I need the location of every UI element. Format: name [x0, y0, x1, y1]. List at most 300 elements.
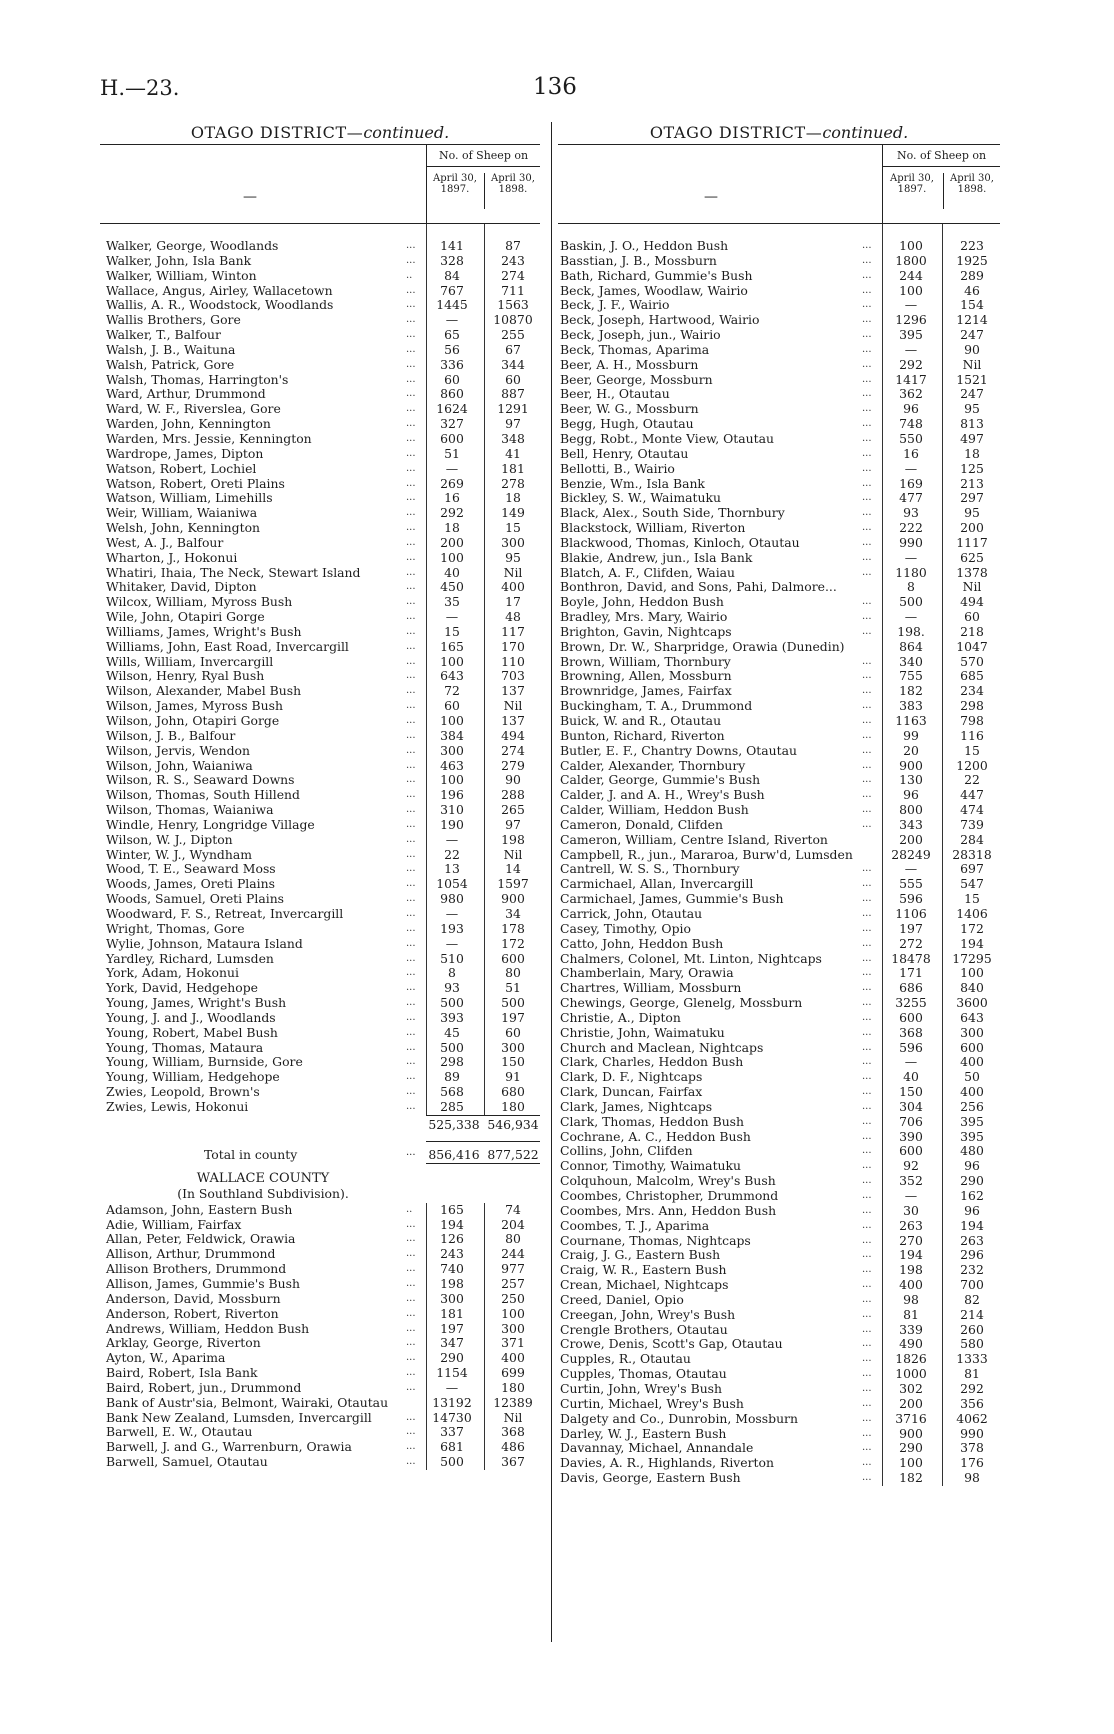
owner-name: Clark, D. F., Nightcaps	[560, 1069, 703, 1085]
owner-name: Calder, George, Gummie's Bush	[560, 772, 761, 788]
year-1898-header: April 30, 1898.	[484, 173, 541, 209]
table-row	[100, 966, 540, 981]
leader-dots: ...	[862, 625, 872, 637]
sheep-1898: 95	[964, 505, 980, 521]
leader-dots: ...	[406, 1337, 416, 1349]
sheep-1898: 344	[501, 356, 525, 372]
sheep-1897: —	[904, 861, 918, 877]
sheep-1898: 400	[960, 1054, 984, 1070]
sheep-1898: 600	[501, 950, 525, 966]
leader-dots: ...	[406, 863, 416, 875]
sheep-1897: 327	[440, 416, 464, 432]
sheep-1898: 600	[960, 1039, 984, 1055]
leader-dots: ...	[862, 536, 872, 548]
sheep-1898: 15	[964, 742, 980, 758]
owner-name: Carmichael, James, Gummie's Bush	[560, 891, 784, 907]
leader-dots: ...	[862, 1056, 872, 1068]
owner-name: Yardley, Richard, Lumsden	[106, 950, 274, 966]
owner-name: Campbell, R., jun., Mararoa, Burw'd, Lumsden	[560, 846, 853, 862]
owner-name: Wright, Thomas, Gore	[106, 920, 245, 936]
right-table-header	[558, 145, 1000, 224]
sheep-1897: 600	[440, 430, 464, 446]
owner-name: Walker, John, Isla Bank	[106, 252, 252, 268]
owner-name: Cameron, William, Centre Island, Riverton	[560, 831, 828, 847]
sheep-1898: 100	[501, 1305, 525, 1321]
table-row	[100, 1026, 540, 1041]
leader-dots: ...	[862, 1130, 872, 1142]
owner-name: Beer, George, Mossburn	[560, 371, 713, 387]
sheep-1897: 30	[903, 1202, 919, 1218]
sheep-1897: 96	[903, 401, 919, 417]
sheep-1898: 34	[505, 905, 521, 921]
table-row	[558, 759, 1000, 774]
owner-name: Clark, Duncan, Fairfax	[560, 1084, 703, 1100]
leader-dots: ...	[406, 477, 416, 489]
table-row	[558, 447, 1000, 462]
table-row	[558, 1115, 1000, 1130]
owner-name: Blatch, A. F., Clifden, Waiau	[560, 564, 736, 580]
leader-dots: ...	[406, 1322, 416, 1334]
sheep-1897: 1445	[436, 297, 468, 313]
sheep-1897: 500	[440, 1454, 464, 1470]
table-row	[100, 1262, 540, 1277]
table-row	[558, 417, 1000, 432]
leader-dots: ...	[862, 1427, 872, 1439]
table-row	[100, 1232, 540, 1247]
leader-dots: ...	[406, 254, 416, 266]
table-row	[100, 892, 540, 907]
sheep-1897: 300	[440, 742, 464, 758]
sheep-1898: 284	[960, 831, 984, 847]
sheep-1897: 336	[440, 356, 464, 372]
table-row	[100, 833, 540, 848]
left-column	[100, 122, 540, 1470]
owner-name: Bellotti, B., Wairio	[560, 460, 675, 476]
leader-dots: ...	[862, 952, 872, 964]
table-row	[558, 1308, 1000, 1323]
leader-dots: ...	[862, 522, 872, 534]
sheep-1897: 347	[440, 1335, 464, 1351]
owner-name: Brownridge, James, Fairfax	[560, 683, 732, 699]
table-row	[100, 566, 540, 581]
sheep-1898: 80	[505, 965, 521, 981]
leader-dots: ...	[406, 1086, 416, 1098]
year-1897-header: April 30, 1897.	[890, 173, 934, 195]
sheep-1898: 60	[505, 1024, 521, 1040]
sheep-1897: 197	[899, 920, 923, 936]
leader-dots: ...	[862, 388, 872, 400]
sheep-1898: 703	[501, 668, 525, 684]
leader-dots: ...	[406, 922, 416, 934]
leader-dots: ...	[406, 432, 416, 444]
sheep-1898: 28318	[952, 846, 992, 862]
table-row	[100, 1455, 540, 1470]
owner-name: Calder, J. and A. H., Wrey's Bush	[560, 787, 765, 803]
owner-name: West, A. J., Balfour	[106, 534, 224, 550]
table-row	[558, 996, 1000, 1011]
table-row	[100, 521, 540, 536]
sheep-1897: 900	[899, 757, 923, 773]
sheep-1897: 51	[444, 445, 460, 461]
table-row	[558, 1367, 1000, 1382]
leader-dots: ...	[862, 1308, 872, 1320]
sheep-1897: 193	[440, 920, 464, 936]
table-row	[558, 1055, 1000, 1070]
sheep-1898: 1200	[956, 757, 988, 773]
sheep-1898: 1047	[956, 638, 988, 654]
sheep-1897: 16	[903, 445, 919, 461]
leader-dots: ...	[862, 715, 872, 726]
owner-name: Begg, Hugh, Otautau	[560, 416, 694, 432]
owner-name: Barwell, E. W., Otautau	[106, 1424, 253, 1440]
table-row	[100, 640, 540, 655]
sheep-1898: 292	[960, 1380, 984, 1396]
leader-dots: ...	[862, 1071, 872, 1083]
owner-name: Curtin, Michael, Wrey's Bush	[560, 1395, 744, 1411]
leader-dots: ...	[862, 1338, 872, 1350]
column-divider	[551, 122, 552, 1642]
table-row	[100, 773, 540, 788]
leader-dots: ...	[406, 1056, 416, 1068]
owner-name: Brighton, Gavin, Nightcaps	[560, 623, 732, 639]
owner-name: Beck, Thomas, Aparima	[560, 341, 710, 357]
sheep-1897: 14730	[432, 1409, 472, 1425]
sheep-1898: 95	[964, 401, 980, 417]
sheep-1897: 384	[440, 727, 464, 743]
sheep-1898: 368	[501, 1424, 525, 1440]
leader-dots: ...	[862, 551, 872, 563]
sheep-1898: 570	[960, 653, 984, 669]
table-row	[100, 477, 540, 492]
sheep-1898: 213	[960, 475, 984, 491]
table-row	[558, 1456, 1000, 1471]
leader-dots: ...	[862, 1442, 872, 1454]
table-row	[100, 952, 540, 967]
sheep-1898: 1406	[956, 905, 988, 921]
table-row	[558, 491, 1000, 506]
leader-dots: ...	[862, 1382, 872, 1394]
owner-name: Williams, James, Wright's Bush	[106, 623, 302, 639]
sheep-1898: 680	[501, 1084, 525, 1100]
table-row	[558, 580, 1000, 595]
owner-name: Bunton, Richard, Riverton	[560, 727, 725, 743]
leader-dots: ...	[862, 1160, 872, 1172]
sheep-1898: 250	[501, 1290, 525, 1306]
sheep-1897: 1800	[895, 252, 927, 268]
table-row	[558, 1041, 1000, 1056]
leader-dots: ...	[862, 1249, 872, 1261]
sheep-1898: 900	[501, 891, 525, 907]
table-row	[100, 1381, 540, 1396]
sheep-1898: 95	[505, 549, 521, 565]
sheep-1897: 600	[899, 1009, 923, 1025]
table-row	[558, 833, 1000, 848]
sheep-1897: 56	[444, 341, 460, 357]
sheep-1897: 568	[440, 1084, 464, 1100]
table-row	[558, 1427, 1000, 1442]
leader-dots: ...	[406, 581, 416, 593]
leader-dots: ...	[406, 1248, 416, 1260]
owner-name: Davannay, Michael, Annandale	[560, 1440, 754, 1456]
table-row	[558, 669, 1000, 684]
owner-name: Christie, A., Dipton	[560, 1009, 681, 1025]
sheep-1897: 92	[903, 1158, 919, 1174]
leader-dots: ...	[862, 269, 872, 281]
sheep-1898: 400	[960, 1084, 984, 1100]
table-row	[100, 937, 540, 952]
leader-dots: ...	[406, 1100, 416, 1112]
sheep-1898: 739	[960, 816, 984, 832]
right-column-title: OTAGO DISTRICT—continued.	[558, 122, 1000, 145]
leader-dots: ...	[862, 729, 872, 741]
table-row	[558, 1011, 1000, 1026]
table-row	[100, 803, 540, 818]
leader-dots: ...	[862, 1204, 872, 1216]
sheep-1897: 89	[444, 1069, 460, 1085]
page-number: 136	[533, 74, 577, 100]
sheep-1898: 547	[960, 876, 984, 892]
owner-name: Bank New Zealand, Lumsden, Invercargill	[106, 1409, 372, 1425]
table-row	[558, 818, 1000, 833]
sheep-1897: 141	[440, 238, 464, 253]
owner-name: Butler, E. F., Chantry Downs, Otautau	[560, 742, 797, 758]
sheep-1898: Nil	[962, 579, 982, 595]
sheep-1898: 176	[960, 1455, 984, 1471]
sheep-1898: 81	[964, 1366, 980, 1382]
sheep-1898: 96	[964, 1202, 980, 1218]
left-table-header	[100, 145, 540, 224]
table-row	[100, 343, 540, 358]
table-row	[100, 595, 540, 610]
sheep-1898: 15	[505, 520, 521, 536]
leader-dots: ...	[406, 744, 416, 756]
sheep-1897: 13192	[432, 1394, 472, 1410]
table-row	[558, 1337, 1000, 1352]
sheep-1897: 18478	[891, 950, 931, 966]
sheep-1898: 74	[505, 1201, 521, 1217]
owner-name: Adamson, John, Eastern Bush	[106, 1201, 293, 1217]
owner-name: Arklay, George, Riverton	[106, 1335, 261, 1351]
sheep-1898: Nil	[503, 1409, 523, 1425]
owner-name: Wilson, R. S., Seaward Downs	[106, 772, 295, 788]
sheep-1897: 263	[899, 1217, 923, 1233]
sheep-1897: 1417	[895, 371, 927, 387]
owner-name: Cournane, Thomas, Nightcaps	[560, 1232, 751, 1248]
sheep-1897: 864	[899, 638, 923, 654]
owner-name: Creegan, John, Wrey's Bush	[560, 1306, 736, 1322]
sheep-1898: 348	[501, 430, 525, 446]
table-row	[100, 1055, 540, 1070]
sheep-1898: 51	[505, 980, 521, 996]
table-row	[100, 298, 540, 313]
sheep-1897: 300	[440, 1290, 464, 1306]
sheep-1898: 274	[501, 742, 525, 758]
leader-dots: ...	[406, 1456, 416, 1468]
sheep-1898: 494	[960, 594, 984, 610]
leader-dots: ...	[862, 566, 872, 578]
sheep-1897: 706	[899, 1113, 923, 1129]
leader-dots: ...	[862, 1190, 872, 1201]
leader-dots: ...	[862, 1011, 872, 1023]
table-row	[558, 699, 1000, 714]
table-row	[558, 877, 1000, 892]
sheep-1898: 297	[960, 490, 984, 506]
sheep-1897: 600	[899, 1143, 923, 1159]
sheep-1898: 480	[960, 1143, 984, 1159]
sheep-1898: 255	[501, 327, 525, 343]
owner-name: Young, Thomas, Mataura	[106, 1039, 264, 1055]
sheep-1898: 50	[964, 1069, 980, 1085]
table-row	[100, 1041, 540, 1056]
owner-name: Walker, George, Woodlands	[106, 238, 279, 253]
leader-dots: ...	[406, 329, 416, 341]
sheep-1898: 218	[960, 623, 984, 639]
sheep-1898: 180	[501, 1098, 525, 1114]
leader-dots: ...	[406, 907, 416, 919]
leader-dots: ...	[406, 625, 416, 637]
leader-dots: ...	[862, 1353, 872, 1365]
owner-name: Coombes, Mrs. Ann, Heddon Bush	[560, 1202, 777, 1218]
table-row	[558, 1174, 1000, 1189]
leader-dots: ...	[862, 447, 872, 459]
leader-dots: ...	[862, 1293, 872, 1305]
leader-dots: ...	[406, 982, 416, 994]
sheep-1897: 100	[440, 549, 464, 565]
leader-dots: ...	[406, 1292, 416, 1304]
sheep-1898: 154	[960, 297, 984, 313]
table-row	[558, 566, 1000, 581]
sheep-1897: —	[904, 341, 918, 357]
leader-dots: ...	[862, 893, 872, 905]
owner-name: Wilson, Thomas, Waianiwa	[106, 802, 274, 818]
owner-name: Connor, Timothy, Waimatuku	[560, 1158, 742, 1174]
table-row	[558, 1382, 1000, 1397]
sheep-1898: 87	[505, 238, 521, 253]
leader-dots: ...	[406, 1263, 416, 1275]
table-row	[558, 952, 1000, 967]
sheep-1898: 256	[960, 1098, 984, 1114]
owner-name: Wilson, Jervis, Wendon	[106, 742, 250, 758]
owner-name: Winter, W. J., Wyndham	[106, 846, 252, 862]
table-row	[100, 610, 540, 625]
owner-name: Blackwood, Thomas, Kinloch, Otautau	[560, 534, 800, 550]
table-row	[558, 595, 1000, 610]
table-row	[100, 625, 540, 640]
table-row	[100, 580, 540, 595]
sheep-1898: 474	[960, 802, 984, 818]
sheep-1897: 1296	[895, 312, 927, 328]
table-row	[100, 669, 540, 684]
owner-name: Ayton, W., Aparima	[106, 1350, 226, 1366]
sheep-1898: 486	[501, 1439, 525, 1455]
sheep-1897: —	[904, 460, 918, 476]
table-row	[558, 402, 1000, 417]
subtotal-1898: 546,934	[487, 1116, 539, 1132]
sheep-1897: 165	[440, 1201, 464, 1217]
table-row	[558, 729, 1000, 744]
sheep-1898: 278	[501, 475, 525, 491]
owner-name: Andrews, William, Heddon Bush	[106, 1320, 310, 1336]
owner-name: Williams, John, East Road, Invercargill	[106, 638, 349, 654]
sheep-1897: 269	[440, 475, 464, 491]
sheep-1897: 150	[899, 1084, 923, 1100]
table-row	[100, 1100, 540, 1115]
sheep-1897: 900	[899, 1425, 923, 1441]
leader-dots: ...	[406, 893, 416, 905]
owner-name: Young, Robert, Mabel Bush	[106, 1024, 278, 1040]
owner-name: Whatiri, Ihaia, The Neck, Stewart Island	[106, 564, 361, 580]
sheep-1898: 214	[960, 1306, 984, 1322]
leader-dots: ...	[406, 1411, 416, 1423]
sheep-1897: 165	[440, 638, 464, 654]
sheep-1897: 302	[899, 1380, 923, 1396]
table-row	[100, 1277, 540, 1292]
table-row	[558, 1159, 1000, 1174]
sheep-1897: 290	[899, 1440, 923, 1456]
owner-name: Anderson, David, Mossburn	[106, 1290, 281, 1306]
leader-dots: ...	[406, 522, 416, 534]
owner-name: Walker, William, Winton	[106, 267, 257, 283]
leader-dots: ..	[406, 269, 413, 281]
sheep-1897: 310	[440, 802, 464, 818]
leader-dots: ...	[406, 878, 416, 890]
sheep-1898: 137	[501, 683, 525, 699]
sheep-1898: 290	[960, 1173, 984, 1189]
sheep-1897: 198	[899, 1262, 923, 1278]
sheep-1897: 755	[899, 668, 923, 684]
table-row	[100, 254, 540, 269]
table-row	[558, 1085, 1000, 1100]
table-row	[558, 862, 1000, 877]
owner-name: Brown, Dr. W., Sharpridge, Orawia (Dunedin)	[560, 638, 845, 654]
leader-dots: ...	[862, 804, 872, 816]
page-code: H.—23.	[100, 76, 180, 100]
table-row	[558, 610, 1000, 625]
sheep-1897: 194	[899, 1247, 923, 1263]
sheep-1897: 222	[899, 520, 923, 536]
owner-name: Walsh, Patrick, Gore	[106, 356, 235, 372]
table-row	[558, 328, 1000, 343]
owner-name: Wilson, Thomas, South Hillend	[106, 787, 300, 803]
table-row	[100, 1366, 540, 1381]
sheep-1897: 555	[899, 876, 923, 892]
leader-dots: ...	[862, 1100, 872, 1112]
owner-name: Wylie, Johnson, Mataura Island	[106, 935, 303, 951]
sheep-1897: 3716	[895, 1410, 927, 1426]
owner-name: Cochrane, A. C., Heddon Bush	[560, 1128, 751, 1144]
table-row	[100, 759, 540, 774]
table-row	[558, 1070, 1000, 1085]
leader-dots: ...	[862, 1397, 872, 1409]
sheep-1897: 200	[899, 831, 923, 847]
leader-dots: ...	[862, 700, 872, 712]
sheep-1898: 257	[501, 1276, 525, 1291]
leader-dots: ...	[406, 403, 416, 415]
leader-dots: ...	[862, 1086, 872, 1098]
sheep-1898: Nil	[503, 698, 523, 714]
sheep-1897: 169	[899, 475, 923, 491]
table-row	[558, 284, 1000, 299]
subtotal-1897: 525,338	[428, 1116, 480, 1132]
owner-name: Beck, Joseph, Hartwood, Wairio	[560, 312, 760, 328]
owner-name: Walker, T., Balfour	[106, 327, 221, 343]
sheep-1898: 840	[960, 980, 984, 996]
table-row	[100, 729, 540, 744]
sheep-1897: 93	[903, 505, 919, 521]
owner-name: Bickley, S. W., Waimatuku	[560, 490, 721, 506]
table-row	[558, 1100, 1000, 1115]
leader-dots: ...	[406, 1026, 416, 1038]
